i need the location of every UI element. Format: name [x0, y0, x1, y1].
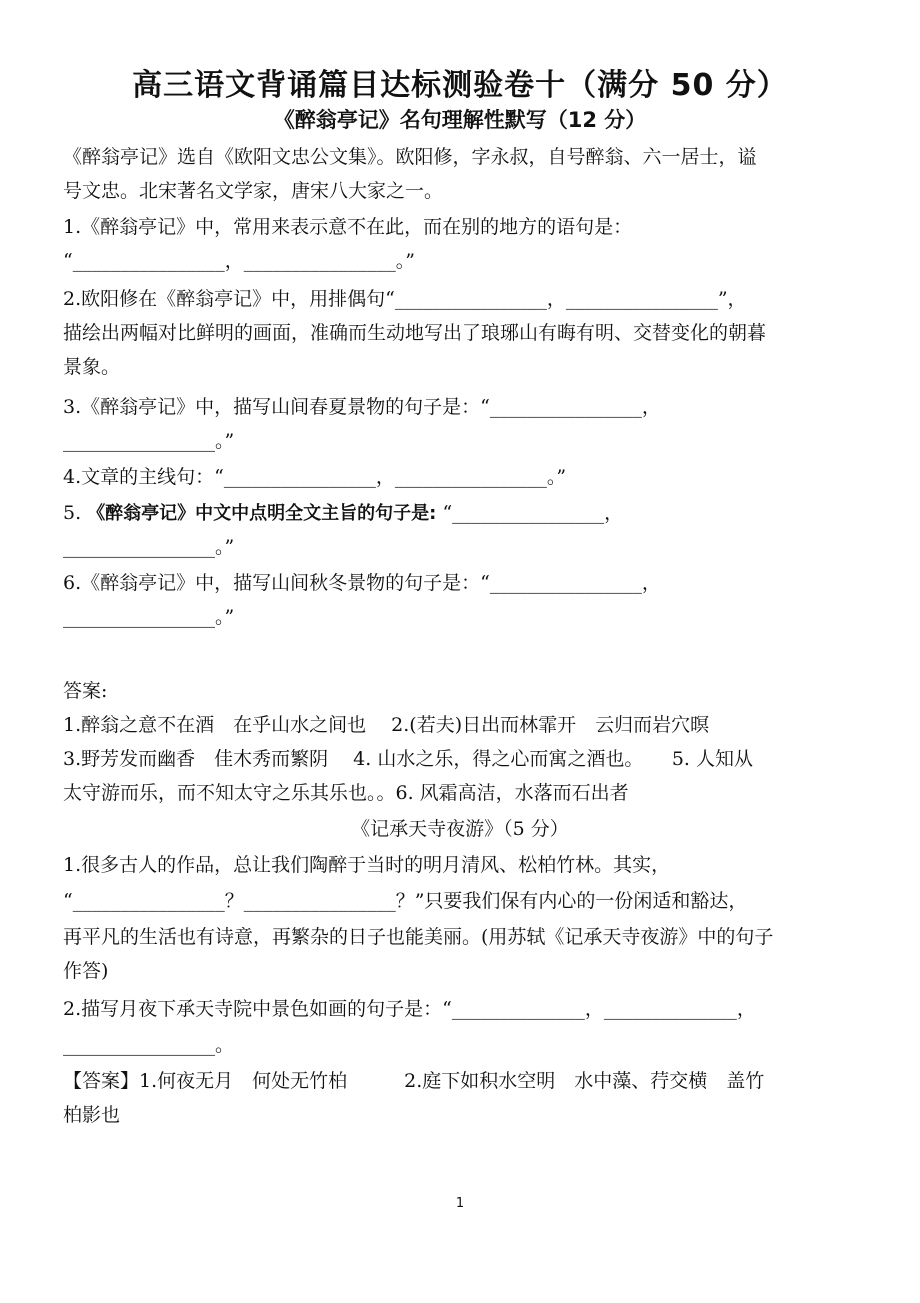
question-5-blank: “________________，	[442, 502, 624, 524]
question-6-line-2: ________________。”	[63, 606, 235, 628]
answer-line-3: 太守游而乐，而不知太守之乐其乐也。。6. 风霜高洁，水落而石出者	[63, 782, 629, 804]
question-3-line-2: ________________。”	[63, 430, 235, 452]
question-4-line-1: 4.文章的主线句：“________________，________________。”	[63, 466, 567, 488]
answer-line-2: 3.野芳发而幽香 佳木秀而繁阴 4. 山水之乐，得之心而寓之酒也。 5. 人知从	[63, 748, 754, 770]
intro-line-1: 《醉翁亭记》选自《欧阳文忠公文集》。欧阳修，字永叔，自号醉翁、六一居士，谥	[63, 146, 757, 168]
answer-line-1: 1.醉翁之意不在酒 在乎山水之间也 2.(若夫)日出而林霏开 云归而岩穴暝	[63, 714, 710, 736]
s2-question-2-line-1: 2.描写月夜下承天寺院中景色如画的句子是：“______________，______________，	[63, 998, 756, 1020]
question-2-line-2: 描绘出两幅对比鲜明的画面，准确而生动地写出了琅琊山有晦有明、交替变化的朝暮	[63, 322, 767, 344]
intro-line-2: 号文忠。北宋著名文学家，唐宋八大家之一。	[63, 180, 444, 202]
question-5-line-2: ________________。”	[63, 536, 235, 558]
question-5-line-1	[63, 498, 863, 529]
s2-answer-line-2: 柏影也	[63, 1104, 121, 1126]
question-2-line-1: 2.欧阳修在《醉翁亭记》中，用排偶句“________________，________________”，	[63, 288, 747, 310]
question-6-line-1: 6.《醉翁亭记》中，描写山间秋冬景物的句子是：“________________，	[63, 572, 661, 594]
section1-heading: 《醉翁亭记》名句理解性默写（12 分）	[273, 108, 647, 132]
question-5-number: 5.	[63, 502, 82, 524]
question-5-prompt: 《醉翁亭记》中文中点明全文主旨的句子是:	[87, 503, 437, 524]
page-number: 1	[455, 1196, 465, 1211]
s2-question-2-line-2: ________________。	[63, 1034, 235, 1056]
section2-heading: 《记承天寺夜游》（5 分）	[351, 818, 569, 840]
s2-question-1-line-1: 1.很多古人的作品，总让我们陶醉于当时的明月清风、松柏竹林。其实，	[63, 854, 671, 876]
s2-question-1-line-4: 作答)	[63, 960, 109, 982]
page-title: 高三语文背诵篇目达标测验卷十（满分 50 分）	[132, 68, 788, 103]
question-2-line-3: 景象。	[63, 356, 121, 378]
question-1-line-2: “________________，________________。”	[63, 250, 415, 272]
answer-label: 答案:	[63, 680, 108, 702]
question-1-line-1: 1.《醉翁亭记》中，常用来表示意不在此，而在别的地方的语句是：	[63, 216, 633, 238]
s2-answer-line-1: 【答案】1.何夜无月 何处无竹柏 2.庭下如积水空明 水中藻、荇交横 盖竹	[63, 1070, 765, 1092]
question-3-line-1: 3.《醉翁亭记》中，描写山间春夏景物的句子是：“________________，	[63, 396, 661, 418]
s2-question-1-line-3: 再平凡的生活也有诗意，再繁杂的日子也能美丽。(用苏轼《记承天寺夜游》中的句子	[63, 926, 774, 948]
s2-question-1-line-2: “________________？________________？”只要我们保有内心的一份闲适和豁达，	[63, 890, 748, 912]
